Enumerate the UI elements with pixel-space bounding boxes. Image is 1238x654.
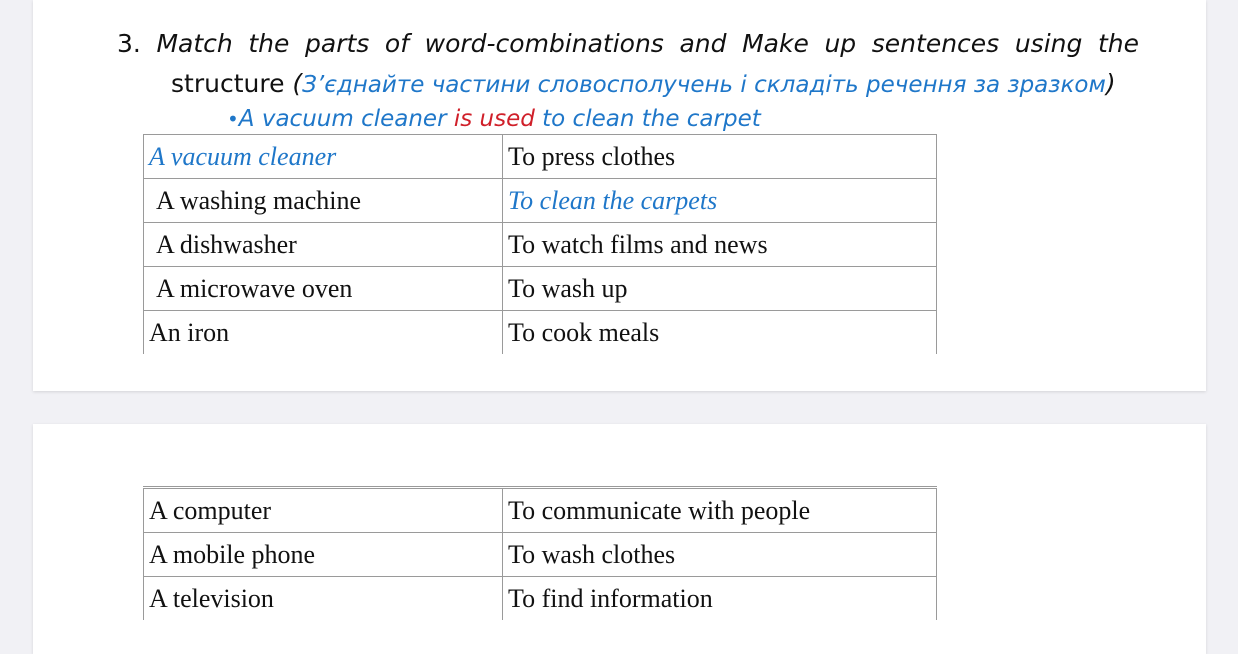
table-row bbox=[144, 311, 937, 355]
table-cell-right: To clean the carpets bbox=[503, 179, 937, 223]
document-page-2 bbox=[33, 424, 1206, 654]
table-row bbox=[144, 488, 937, 533]
example-part-1: A vacuum cleaner bbox=[238, 106, 454, 132]
table-cell-left: A microwave oven bbox=[144, 267, 503, 311]
paren-open: ( bbox=[292, 69, 303, 98]
table-cell-left: A mobile phone bbox=[144, 533, 503, 577]
table-row bbox=[144, 223, 937, 267]
task-title-text: Match the parts of word-combinations and Make up sentences using the bbox=[156, 29, 1139, 58]
table-row bbox=[144, 179, 937, 223]
table-cell-left: A vacuum cleaner bbox=[144, 135, 503, 179]
bullet-icon: • bbox=[227, 107, 239, 131]
matching-table-2 bbox=[143, 486, 937, 620]
table-cell-right: To wash clothes bbox=[503, 533, 937, 577]
matching-table-1 bbox=[143, 134, 937, 354]
task-title-structure: structure bbox=[171, 69, 285, 98]
table-cell-right: To communicate with people bbox=[503, 488, 937, 533]
document-page-1 bbox=[33, 0, 1206, 391]
example-sentence bbox=[227, 104, 761, 134]
table-cell-left: A washing machine bbox=[144, 179, 503, 223]
task-title-line-1 bbox=[117, 28, 1139, 60]
table-cell-right: To press clothes bbox=[503, 135, 937, 179]
table-cell-right: To watch films and news bbox=[503, 223, 937, 267]
task-title-line-2 bbox=[171, 68, 1116, 101]
task-number: 3. bbox=[117, 29, 141, 58]
table-row bbox=[144, 533, 937, 577]
ukrainian-instruction: З’єднайте частини словосполучень і складіть речення за зразком bbox=[302, 72, 1106, 98]
table-cell-right: To find information bbox=[503, 577, 937, 621]
table-row bbox=[144, 577, 937, 621]
table-cell-left: An iron bbox=[144, 311, 503, 355]
example-part-3: to clean the carpet bbox=[534, 106, 761, 132]
example-part-2: is used bbox=[453, 106, 535, 132]
table-cell-left: A dishwasher bbox=[144, 223, 503, 267]
table-row bbox=[144, 267, 937, 311]
table-cell-left: A television bbox=[144, 577, 503, 621]
table-cell-right: To cook meals bbox=[503, 311, 937, 355]
table-row bbox=[144, 135, 937, 179]
table-cell-right: To wash up bbox=[503, 267, 937, 311]
table-cell-left: A computer bbox=[144, 488, 503, 533]
paren-close: ) bbox=[1105, 69, 1116, 98]
